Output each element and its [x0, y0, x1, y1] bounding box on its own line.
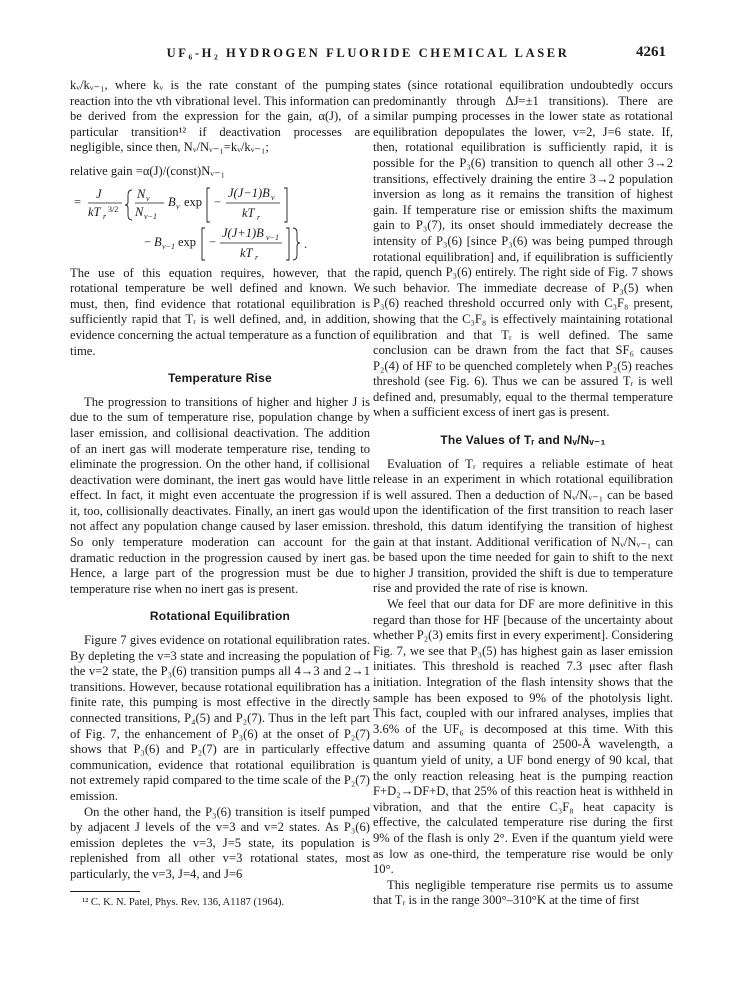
svg-text:.: .: [304, 236, 308, 251]
page-number: 4261: [636, 44, 666, 60]
paragraph: We feel that our data for DF are more definitive in this regard than those for HF [because of the uncertainty about whether P₂(3) emits first in every experiment]. Considering Fig. 7, we see that P₃(5) has highest gain as laser emission initiates. This threshold is reached 7.3 μsec after flash initiation. Integration of the flash intensity shows that the sample has been exposed to 9% of the photolysis light. This fact, coupled with our infrared analyses, implies that 3.6% of the UF₆ is decomposed at this time. With this datum and assuming quanta of 2500-Å wavelength, a quantum yield of unity, a UF bond energy of 90 kcal, that the only reaction releasing heat is the pumping reaction F+D₂→DF+D, that 25% of this reaction heat is withheld in vibration, and that the entire C₃F₈ heat capacity is effective, the calculated temperature rise during the first 9% of the flash is only 2°. Even if the quantum yield were as low as one-third, the temperature rise would be only 10°.: [373, 597, 673, 877]
svg-text:v: v: [271, 192, 275, 202]
paragraph: The use of this equation requires, however, that the rotational temperature be well defined and known. We must, then, find evidence that rotational equilibration is sufficiently rapid that Tᵣ is well defined, and, in addition, evidence concerning the actual temperature as a function of time.: [70, 265, 371, 358]
svg-text:−: −: [209, 234, 217, 249]
svg-text:v: v: [176, 201, 180, 211]
footnote-divider: [70, 891, 140, 892]
right-column: [373, 78, 673, 909]
footnote: ¹² C. K. N. Patel, Phys. Rev. 136, A1187 (1964).: [82, 896, 285, 908]
svg-text:r: r: [255, 252, 259, 262]
paragraph: This negligible temperature rise permits us to assume that Tᵣ is in the range 300°–310°K at the time of first: [373, 877, 673, 908]
section-heading-rotational-equilibration: Rotational Equilibration: [149, 609, 291, 624]
svg-text:v−1: v−1: [144, 211, 157, 221]
svg-text:kT: kT: [88, 204, 101, 219]
svg-text:=: =: [74, 194, 82, 209]
svg-text:N: N: [135, 204, 144, 219]
paragraph: states (since rotational equilibration undoubtedly occurs predominantly through ΔJ=±1 transitions). There are similar pumping processes in the lower state as rotational equilibration depopulates the lower, v=2, J=6 state. If, then, rotational equilibration is sufficiently rapid, it is possible for the P₃(6) transition to quench all other 3→2 transitions, effectively draining the entire 3→2 population inversion as long as it remains the transition of highest gain. If temperature rise or emission shifts the maximum gain to P₃(7), its onset should immediately decrease the intensity of P₃(6) [since P₃(6) was being pumped through rotational equilibration] and, if equilibration is sufficiently rapid, quench P₃(6) entirely. The right side of Fig. 7 shows such behavior. The immediate decrease of P₃(5) when P₃(6) reached threshold occurred only with C₃F₈ present, showing that the C₃F₈ is effectively maintaining rotational equilibration and that Tᵣ is well defined. The same conclusion can be drawn from the fact that SF₆ causes P₂(4) of HF to be quenched completely when P₂(5) reaches threshold (see Fig. 6). Thus we can be assured Tᵣ is well defined and, presumably, equal to the thermal temperature when a sufficient excess of inert gas is present.: [373, 78, 673, 420]
svg-text:v: v: [146, 193, 150, 203]
svg-text:kT: kT: [242, 205, 255, 220]
svg-text:−: −: [214, 194, 222, 209]
paragraph: The progression to transitions of higher and higher J is due to the sum of temperature rise, population change by laser emission, and collisional deactivation. The addition of an inert gas will moderate temperature rise, tending to eliminate the progression. On the other hand, if collisional deactivation were dominant, the inert gas would have little effect. In fact, it might even accentuate the progression if it, too, collisionally deactivates. Finally, an inert gas would not affect any population change caused by laser emission. So only temperature moderation can account for the dramatic reduction in the progression caused by inert gas. Hence, a large part of the progression must be due to temperature rise when no inert gas is present.: [70, 394, 370, 596]
svg-text:N: N: [137, 186, 146, 201]
running-title: UF₆-H₂ HYDROGEN FLUORIDE CHEMICAL LASER: [166, 46, 570, 60]
svg-text:v−1: v−1: [266, 232, 279, 242]
svg-text:J(J−1)B: J(J−1)B: [228, 185, 270, 200]
paragraph: kᵥ/kᵥ₋₁, where kᵥ is the rate constant of the pumping reaction into the vth vibrational level. This information can be derived from the expression for the gain, α(J), of a particular transition¹² if deactivation processes are negligible, since then, Nᵥ/Nᵥ₋₁=kᵥ/kᵥ₋₁;: [70, 78, 370, 155]
paragraph: On the other hand, the P₃(6) transition is itself pumped by adjacent J levels of the v=3 and v=2 states. As P₃(6) emission depletes the v=3, J=5 state, its population is replenished from all other v=3 rotational states, most particularly, the v=3, J=4, and J=6: [70, 804, 370, 881]
svg-text:r: r: [103, 211, 107, 221]
svg-text:r: r: [257, 212, 261, 222]
page-header: [0, 44, 736, 64]
svg-text:exp: exp: [184, 194, 203, 209]
equation-label: relative gain =α(J)/(const)Nᵥ₋₁: [70, 163, 226, 178]
svg-text:v−1: v−1: [162, 241, 175, 251]
svg-text:J(J+1)B: J(J+1)B: [222, 225, 264, 240]
svg-text:exp: exp: [178, 234, 197, 249]
paragraph: Figure 7 gives evidence on rotational equilibration rates. By depleting the v=3 state and increasing the population of the v=2 state, the P₃(6) transition pumps all 4→3 and 2→1 transitions. However, because rotational equilibration has a finite rate, this pumping is most effective in the directly connected transitions, P₄(5) and P₂(7). Thus in the left part of Fig. 7, the enhancement of P₃(6) at the onset of P₂(7) shows that P₃(6) and P₂(7) are in particularly effective communication, evidence that rotational equilibration is not extremely rapid compared to the time scale of the P₂(7) emission.: [70, 633, 370, 803]
svg-text:B: B: [168, 194, 176, 209]
section-heading-values: The Values of Tᵣ and Nᵥ/Nᵥ₋₁: [440, 433, 606, 448]
left-column: [70, 78, 370, 909]
svg-text:B: B: [154, 234, 162, 249]
section-heading-temperature-rise: Temperature Rise: [168, 371, 272, 386]
gain-equation: [70, 182, 370, 262]
paragraph: Evaluation of Tᵣ requires a reliable estimate of heat release in an experiment in which rotational equilibration is well assured. Then a deduction of Nᵥ/Nᵥ₋₁ can be based upon the identification of the first transition to reach laser threshold, this datum identifying the transition of highest gain at that instant. Additional verification of Nᵥ/Nᵥ₋₁ can be based upon the time needed for gain to shift to the next higher J transition, provided the shift is due to temperature rise and provided the rate of rise is known.: [373, 456, 673, 596]
svg-text:3/2: 3/2: [108, 204, 119, 214]
svg-text:J: J: [96, 186, 102, 201]
svg-text:−: −: [144, 234, 152, 249]
svg-text:kT: kT: [240, 245, 253, 260]
